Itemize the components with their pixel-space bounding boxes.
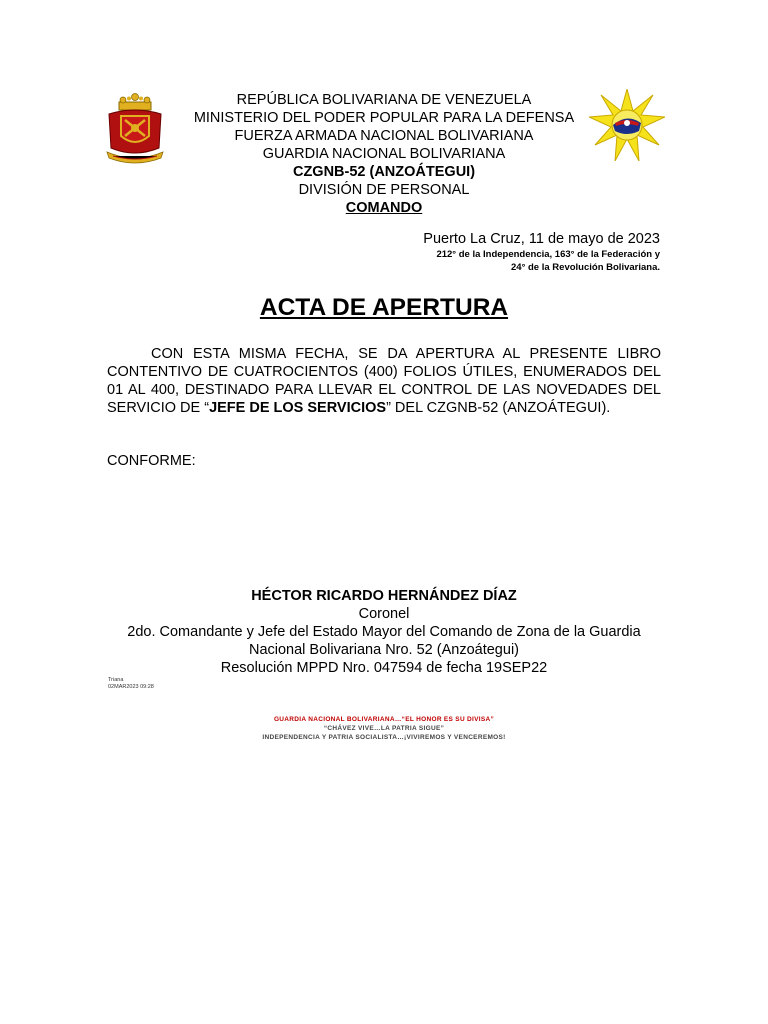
signer-position-2: Nacional Bolivariana Nro. 52 (Anzoátegui) bbox=[248, 642, 519, 658]
header-comando: COMANDO bbox=[345, 200, 423, 216]
footnote-author: Triana bbox=[108, 677, 124, 683]
page-footer bbox=[0, 715, 768, 742]
coat-of-arms-emblem bbox=[103, 92, 167, 164]
place-date: Puerto La Cruz, 11 de mayo de 2023 bbox=[423, 231, 660, 247]
service-name: JEFE DE LOS SERVICIOS bbox=[209, 400, 387, 416]
body-text-part2: ” DEL CZGNB-52 (ANZOÁTEGUI). bbox=[386, 400, 611, 416]
header-unit: CZGNB-52 (ANZOÁTEGUI) bbox=[292, 164, 476, 180]
date-block bbox=[240, 230, 660, 274]
footer-line-1: GUARDIA NACIONAL BOLIVARIANA…“EL HONOR ES SU DIVISA” bbox=[273, 716, 495, 723]
header-line-armed-forces: FUERZA ARMADA NACIONAL BOLIVARIANA bbox=[234, 128, 534, 144]
typist-footnote bbox=[108, 677, 154, 691]
signer-position-1: 2do. Comandante y Jefe del Estado Mayor del Comando de Zona de la Guardia bbox=[127, 624, 641, 640]
body-text-part1: CON ESTA MISMA FECHA, SE DA APERTURA AL PRESENTE LIBRO CONTENTIVO DE CUATROCIENTOS (400) FOLIOS ÚTILES, ENUMERADOS DEL 01 AL 400, DESTINADO PARA LLEVAR EL CONTROL DE LAS NOVEDADES DEL SERVICIO DE “ bbox=[107, 346, 661, 416]
document-title: ACTA DE APERTURA bbox=[259, 294, 509, 321]
footer-line-3: INDEPENDENCIA Y PATRIA SOCIALISTA…¡VIVIREMOS Y VENCEREMOS! bbox=[262, 734, 506, 741]
signature-block bbox=[100, 587, 668, 677]
conforme-label: CONFORME: bbox=[107, 453, 196, 469]
header-line-guard: GUARDIA NACIONAL BOLIVARIANA bbox=[262, 146, 506, 162]
signer-resolution: Resolución MPPD Nro. 047594 de fecha 19SEP22 bbox=[220, 660, 548, 676]
letterhead bbox=[160, 91, 608, 217]
footnote-timestamp: 02MAR2023 09:28 bbox=[108, 684, 154, 690]
footer-line-2: “CHÁVEZ VIVE…LA PATRIA SIGUE” bbox=[323, 725, 445, 732]
ephemeris-line-1: 212° de la Independencia, 163° de la Federación y bbox=[436, 249, 660, 260]
header-division: DIVISIÓN DE PERSONAL bbox=[298, 182, 470, 198]
header-line-republic: REPÚBLICA BOLIVARIANA DE VENEZUELA bbox=[236, 92, 532, 108]
header-line-ministry: MINISTERIO DEL PODER POPULAR PARA LA DEFENSA bbox=[193, 110, 575, 126]
body-paragraph bbox=[107, 345, 661, 417]
ephemeris-line-2: 24° de la Revolución Bolivariana. bbox=[511, 262, 660, 273]
signer-rank: Coronel bbox=[358, 606, 410, 622]
signer-name: HÉCTOR RICARDO HERNÁNDEZ DÍAZ bbox=[251, 588, 517, 604]
